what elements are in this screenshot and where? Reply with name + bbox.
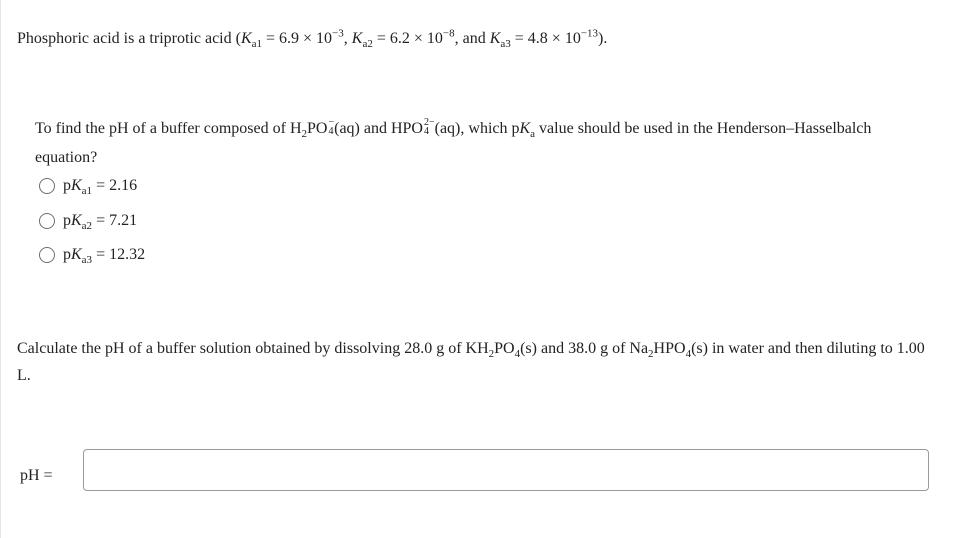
ph-answer-input[interactable] — [83, 449, 929, 491]
left-border — [0, 0, 1, 538]
radio-button[interactable] — [39, 247, 55, 263]
option-label: $pK_{a3} = 12.32$ — [63, 246, 146, 267]
option-pka1[interactable] — [39, 175, 145, 197]
option-label: $pK_{a1} = 2.16$ — [63, 177, 138, 198]
option-label: $pK_{a2} = 7.21$ — [63, 211, 138, 232]
hpo4-charge-stack: 2− 4 — [423, 117, 435, 138]
ph-answer-label: pH = — [20, 467, 53, 484]
option-pka3[interactable] — [39, 244, 145, 266]
pka-options — [39, 175, 145, 279]
question-buffer-ph: Calculate the pH of a buffer solution obtained by dissolving 28.0 g of $KH_2PO_4(s)$ and 38.0 g of $Na_2HPO_4(s)$ in water and then diluting to 1.00 L. — [17, 340, 925, 384]
option-pka2[interactable] — [39, 210, 145, 232]
h2po4-charge-stack: − 4 — [328, 117, 335, 138]
intro-text: Phosphoric acid is a triprotic acid ($K_{a1} = 6.9 \times 10^{-3}$, $K_{a2} = 6.2 \times 10^{-8}$, and $K_{a3} = 4.8 \times 10^{-13}$). — [17, 27, 608, 51]
radio-button[interactable] — [39, 213, 55, 229]
question-pka-choice: To find the pH of a buffer composed of $H_2PO$ − 4 (aq) and HPO 2− 4 (aq), which $pK_a$ value should be used in the Henderson–Hasselbalch equation? — [35, 117, 872, 166]
radio-button[interactable] — [39, 178, 55, 194]
